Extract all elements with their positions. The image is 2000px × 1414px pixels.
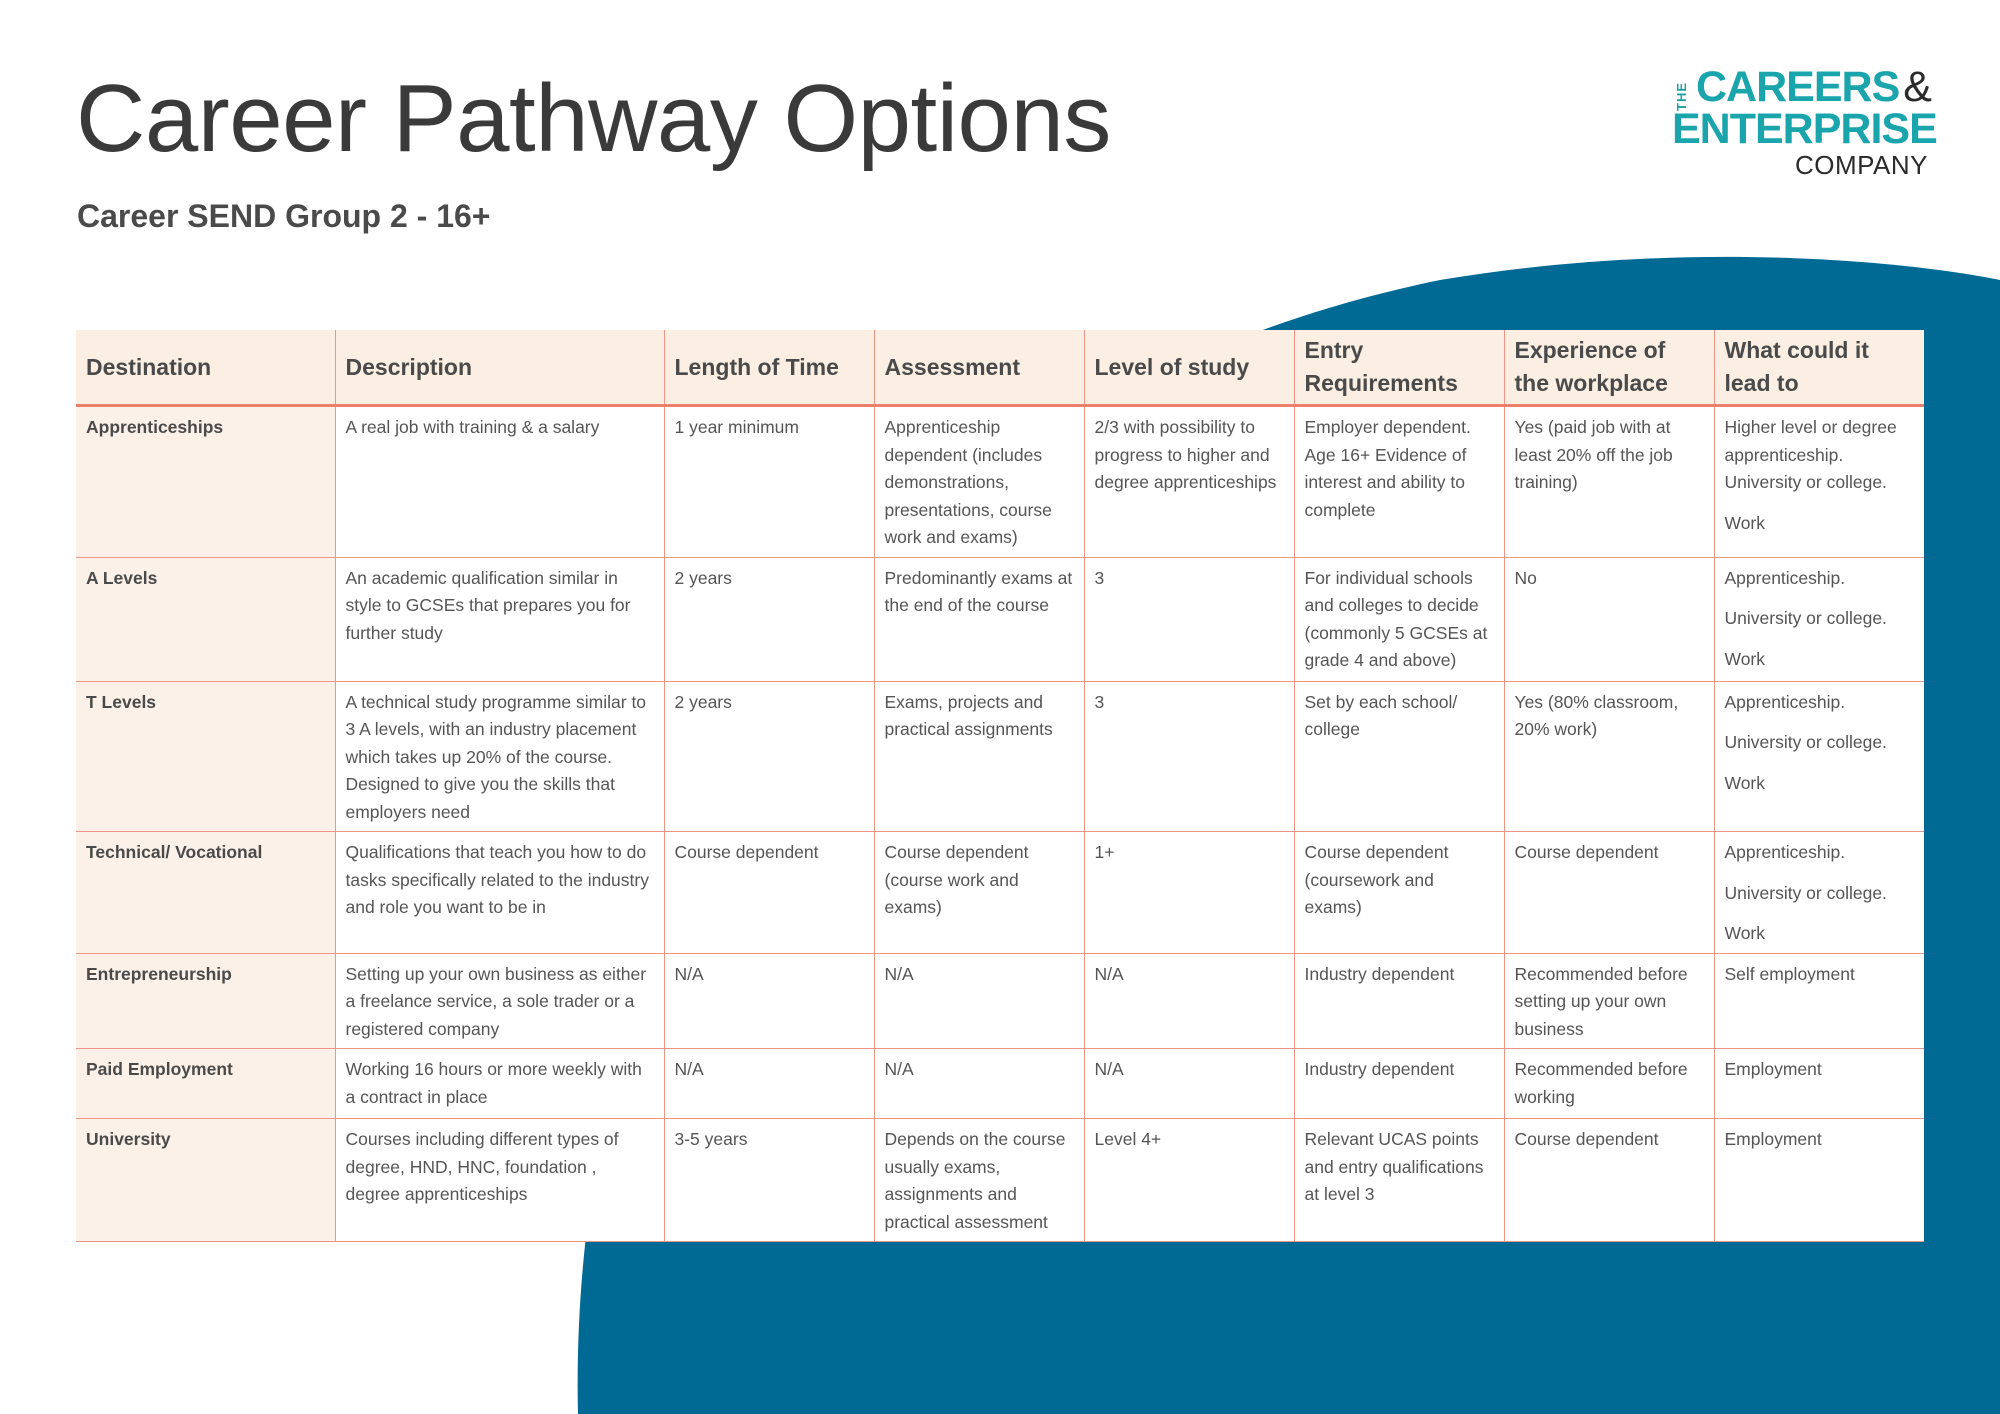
lead-to-item: Self employment <box>1724 963 1855 984</box>
cell-description: An academic qualification similar in style to GCSEs that prepares you for further study <box>335 557 664 681</box>
table-row <box>76 953 1924 1049</box>
cell-assessment: N/A <box>874 953 1084 1049</box>
cell-description: A real job with training & a salary <box>335 406 664 558</box>
cell-experience: Recommended before setting up your own business <box>1504 953 1714 1049</box>
logo-line-company: COMPANY <box>1794 150 1928 180</box>
cell-description: Qualifications that teach you how to do tasks specifically related to the industry and role you want to be in <box>335 832 664 954</box>
cell-lead-to <box>1714 953 1924 1049</box>
table-body <box>76 406 1924 1242</box>
lead-to-item: Employment <box>1724 1129 1822 1149</box>
cell-lead-to <box>1714 1049 1924 1119</box>
page-subtitle: Career SEND Group 2 - 16+ <box>77 198 491 234</box>
cell-destination: T Levels <box>76 681 335 832</box>
header-description: Description <box>335 330 664 406</box>
lead-to-item: University or college. <box>1724 732 1887 752</box>
header-level: Level of study <box>1084 330 1294 406</box>
cell-entry: Industry dependent <box>1294 953 1504 1049</box>
lead-to-item: Higher level or degree apprenticeship. University or college. <box>1724 417 1897 492</box>
cell-description: Working 16 hours or more weekly with a contract in place <box>335 1049 664 1119</box>
lead-to-item: Employment <box>1724 1059 1822 1079</box>
table-header <box>76 330 1924 406</box>
cell-destination: A Levels <box>76 557 335 681</box>
lead-to-item: University or college. <box>1724 882 1887 903</box>
career-pathways-table <box>76 330 1924 1242</box>
cell-lead-to <box>1714 1119 1924 1242</box>
cell-entry: Set by each school/ college <box>1294 681 1504 832</box>
cell-experience: No <box>1504 557 1714 681</box>
cell-assessment: Predominantly exams at the end of the course <box>874 557 1084 681</box>
cell-assessment: Course dependent (course work and exams) <box>874 832 1084 954</box>
cell-length: 2 years <box>664 557 874 681</box>
cell-destination: Paid Employment <box>76 1049 335 1119</box>
cell-level: 3 <box>1084 681 1294 832</box>
cell-entry: For individual schools and colleges to decide (commonly 5 GCSEs at grade 4 and above) <box>1294 557 1504 681</box>
cell-length: 1 year minimum <box>664 406 874 558</box>
cell-assessment: Exams, projects and practical assignments <box>874 681 1084 832</box>
cell-entry: Course dependent (coursework and exams) <box>1294 832 1504 954</box>
cell-length: N/A <box>664 1049 874 1119</box>
table-row <box>76 681 1924 832</box>
cell-experience: Yes (paid job with at least 20% off the job training) <box>1504 406 1714 558</box>
lead-to-item: Apprenticeship. <box>1724 842 1846 862</box>
cell-experience: Course dependent <box>1504 1119 1714 1242</box>
cell-assessment: N/A <box>874 1049 1084 1119</box>
cell-length: N/A <box>664 953 874 1049</box>
cell-experience: Yes (80% classroom, 20% work) <box>1504 681 1714 832</box>
cell-destination: Entrepreneurship <box>76 953 335 1049</box>
cell-description: Courses including different types of degree, HND, HNC, foundation , degree apprenticeships <box>335 1119 664 1242</box>
cell-level: N/A <box>1084 953 1294 1049</box>
lead-to-item: Work <box>1724 648 1766 669</box>
cell-lead-to <box>1714 406 1924 558</box>
cell-length: Course dependent <box>664 832 874 954</box>
cell-level: 1+ <box>1084 832 1294 954</box>
lead-to-item: Work <box>1724 512 1766 533</box>
cell-description: A technical study programme similar to 3 A levels, with an industry placement which takes up 20% of the course. Designed to give you the skills that employers need <box>335 681 664 832</box>
header-assessment: Assessment <box>874 330 1084 406</box>
cell-entry: Employer dependent. Age 16+ Evidence of interest and ability to complete <box>1294 406 1504 558</box>
lead-to-item: Work <box>1724 923 1766 943</box>
cell-description: Setting up your own business as either a freelance service, a sole trader or a registered company <box>335 953 664 1049</box>
company-logo <box>1672 63 1937 180</box>
header-lead-to: What could it lead to <box>1714 330 1924 406</box>
cell-length: 3-5 years <box>664 1119 874 1242</box>
cell-destination: University <box>76 1119 335 1242</box>
cell-lead-to <box>1714 681 1924 832</box>
header-destination: Destination <box>76 330 335 406</box>
lead-to-item: University or college. <box>1724 608 1887 628</box>
table-row <box>76 1119 1924 1242</box>
header-experience: Experience of the workplace <box>1504 330 1714 406</box>
table-row <box>76 406 1924 558</box>
cell-entry: Industry dependent <box>1294 1049 1504 1119</box>
cell-level: N/A <box>1084 1049 1294 1119</box>
header-length: Length of Time <box>664 330 874 406</box>
header-row <box>76 330 1924 406</box>
cell-destination: Apprenticeships <box>76 406 335 558</box>
lead-to-item: Apprenticeship. <box>1724 691 1846 712</box>
logo-ampersand: & <box>1903 63 1931 111</box>
cell-level: 2/3 with possibility to progress to higher and degree apprenticeships <box>1084 406 1294 558</box>
cell-assessment: Apprenticeship dependent (includes demonstrations, presentations, course work and exams) <box>874 406 1084 558</box>
logo-careers-text: CAREERS <box>1696 63 1900 111</box>
cell-level: Level 4+ <box>1084 1119 1294 1242</box>
cell-entry: Relevant UCAS points and entry qualifications at level 3 <box>1294 1119 1504 1242</box>
header-entry: Entry Requirements <box>1294 330 1504 406</box>
logo-the: THE <box>1674 82 1689 112</box>
cell-level: 3 <box>1084 557 1294 681</box>
cell-assessment: Depends on the course usually exams, assignments and practical assessment <box>874 1119 1084 1242</box>
logo-line-enterprise: ENTERPRISE <box>1672 105 1937 153</box>
table-row <box>76 557 1924 681</box>
cell-length: 2 years <box>664 681 874 832</box>
cell-destination: Technical/ Vocational <box>76 832 335 954</box>
page-title: Career Pathway Options <box>76 65 1111 172</box>
lead-to-item: Work <box>1724 772 1766 793</box>
table-row <box>76 1049 1924 1119</box>
cell-lead-to <box>1714 557 1924 681</box>
cell-lead-to <box>1714 832 1924 954</box>
table-row <box>76 832 1924 954</box>
lead-to-item: Apprenticeship. <box>1724 567 1846 588</box>
cell-experience: Course dependent <box>1504 832 1714 954</box>
cell-experience: Recommended before working <box>1504 1049 1714 1119</box>
